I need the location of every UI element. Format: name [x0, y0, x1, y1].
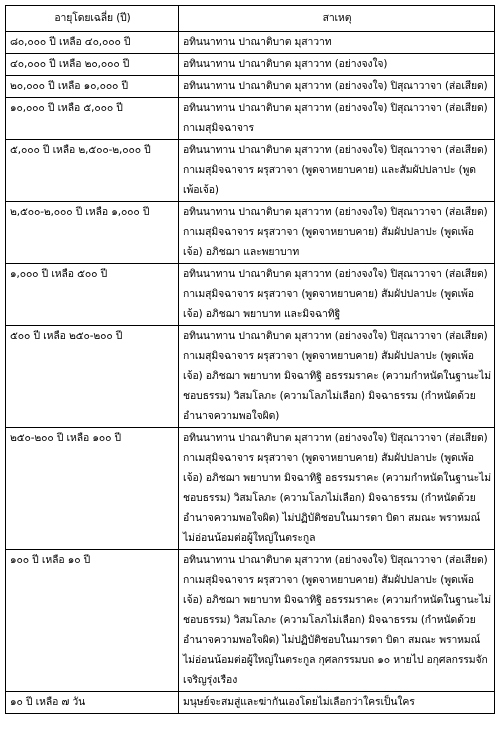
header-average-age: อายุโดยเฉลี่ย (ปี): [6, 6, 179, 32]
age-cell: ๕๐๐ ปี เหลือ ๒๕๐-๒๐๐ ปี: [6, 326, 179, 428]
table-row: [6, 326, 495, 428]
age-cell: ๑๐,๐๐๐ ปี เหลือ ๕,๐๐๐ ปี: [6, 98, 179, 140]
header-cause: สาเหตุ: [179, 6, 495, 32]
age-cell: ๒,๕๐๐-๒,๐๐๐ ปี เหลือ ๑,๐๐๐ ปี: [6, 202, 179, 264]
cause-cell: อทินนาทาน ปาณาติบาต มุสาวาท (อย่างจงใจ) ปิสุณาวาจา (ส่อเสียด) กาเมสุมิจฉาจาร ผรุสวาจา (พูดจาหยาบคาย) สัมผัปปลาปะ (พูดเพ้อเจ้อ) อภิชฌา พยาบาท และมิจฉาทิฐิ: [179, 264, 495, 326]
table-row: [6, 264, 495, 326]
age-cell: ๑,๐๐๐ ปี เหลือ ๕๐๐ ปี: [6, 264, 179, 326]
table-header-row: [6, 6, 495, 32]
cause-cell: อทินนาทาน ปาณาติบาต มุสาวาท: [179, 32, 495, 54]
cause-cell: อทินนาทาน ปาณาติบาต มุสาวาท (อย่างจงใจ) ปิสุณาวาจา (ส่อเสียด): [179, 76, 495, 98]
cause-cell: อทินนาทาน ปาณาติบาต มุสาวาท (อย่างจงใจ): [179, 54, 495, 76]
age-cell: ๕,๐๐๐ ปี เหลือ ๒,๕๐๐-๒,๐๐๐ ปี: [6, 140, 179, 202]
age-cell: ๑๐ ปี เหลือ ๗ วัน: [6, 692, 179, 714]
table-row: [6, 98, 495, 140]
table-row: [6, 54, 495, 76]
age-cell: ๔๐,๐๐๐ ปี เหลือ ๒๐,๐๐๐ ปี: [6, 54, 179, 76]
cause-cell: อทินนาทาน ปาณาติบาต มุสาวาท (อย่างจงใจ) ปิสุณาวาจา (ส่อเสียด) กาเมสุมิจฉาจาร ผรุสวาจา (พูดจาหยาบคาย) สัมผัปปลาปะ (พูดเพ้อเจ้อ) อภิชฌา พยาบาท มิจฉาทิฐิ อธรรมราคะ (ความกำหนัดในฐานะไม่ชอบธรรม) วิสมโลภะ (ความโลภไม่เลือก) มิจฉาธรรม (กำหนัดด้วยอำนาจความพอใจผิด): [179, 326, 495, 428]
table-row: [6, 550, 495, 692]
cause-cell: อทินนาทาน ปาณาติบาต มุสาวาท (อย่างจงใจ) ปิสุณาวาจา (ส่อเสียด) กาเมสุมิจฉาจาร ผรุสวาจา (พูดจาหยาบคาย) สัมผัปปลาปะ (พูดเพ้อเจ้อ) อภิชฌา พยาบาท มิจฉาทิฐิ อธรรมราคะ (ความกำหนัดในฐานะไม่ชอบธรรม) วิสมโลภะ (ความโลภไม่เลือก) มิจฉาธรรม (กำหนัดด้วยอำนาจความพอใจผิด) ไม่ปฏิบัติชอบในมารดา บิดา สมณะ พราหมณ์ ไม่อ่อนน้อมต่อผู้ใหญ่ในตระกูล: [179, 428, 495, 550]
cause-cell: อทินนาทาน ปาณาติบาต มุสาวาท (อย่างจงใจ) ปิสุณาวาจา (ส่อเสียด) กาเมสุมิจฉาจาร ผรุสวาจา (พูดจาหยาบคาย) สัมผัปปลาปะ (พูดเพ้อเจ้อ) อภิชฌา พยาบาท มิจฉาทิฐิ อธรรมราคะ (ความกำหนัดในฐานะไม่ชอบธรรม) วิสมโลภะ (ความโลภไม่เลือก) มิจฉาธรรม (กำหนัดด้วยอำนาจความพอใจผิด) ไม่ปฏิบัติชอบในมารดา บิดา สมณะ พราหมณ์ ไม่อ่อนน้อมต่อผู้ใหญ่ในตระกูล กุศลกรรมบถ ๑๐ หายไป อกุศลกรรมจักเจริญรุ่งเรือง: [179, 550, 495, 692]
cause-cell: อทินนาทาน ปาณาติบาต มุสาวาท (อย่างจงใจ) ปิสุณาวาจา (ส่อเสียด) กาเมสุมิจฉาจาร ผรุสวาจา (พูดจาหยาบคาย) สัมผัปปลาปะ (พูดเพ้อเจ้อ) อภิชฌา และพยาบาท: [179, 202, 495, 264]
table-row: [6, 140, 495, 202]
age-cell: ๑๐๐ ปี เหลือ ๑๐ ปี: [6, 550, 179, 692]
age-cell: ๒๐,๐๐๐ ปี เหลือ ๑๐,๐๐๐ ปี: [6, 76, 179, 98]
table-row: [6, 76, 495, 98]
lifespan-causes-table: [5, 5, 495, 714]
cause-cell: อทินนาทาน ปาณาติบาต มุสาวาท (อย่างจงใจ) ปิสุณาวาจา (ส่อเสียด) กาเมสุมิจฉาจาร ผรุสวาจา (พูดจาหยาบคาย) และสัมผัปปลาปะ (พูดเพ้อเจ้อ): [179, 140, 495, 202]
cause-cell: อทินนาทาน ปาณาติบาต มุสาวาท (อย่างจงใจ) ปิสุณาวาจา (ส่อเสียด) กาเมสุมิจฉาจาร: [179, 98, 495, 140]
age-cell: ๒๕๐-๒๐๐ ปี เหลือ ๑๐๐ ปี: [6, 428, 179, 550]
table-row: [6, 692, 495, 714]
cause-cell: มนุษย์จะสมสู่และฆ่ากันเองโดยไม่เลือกว่าใครเป็นใคร: [179, 692, 495, 714]
age-cell: ๘๐,๐๐๐ ปี เหลือ ๔๐,๐๐๐ ปี: [6, 32, 179, 54]
table-row: [6, 32, 495, 54]
table-row: [6, 428, 495, 550]
table-row: [6, 202, 495, 264]
